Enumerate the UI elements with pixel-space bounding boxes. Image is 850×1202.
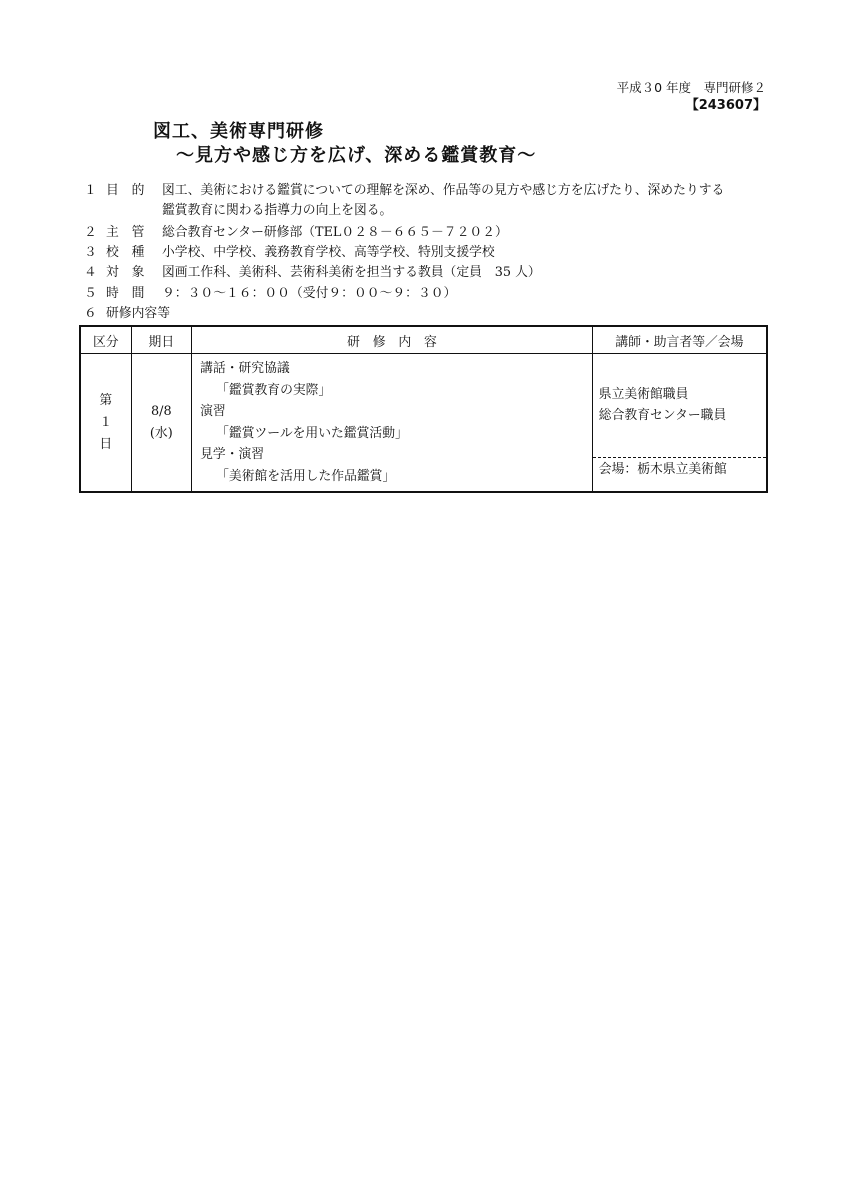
item-target	[84, 263, 541, 283]
session-title: 「鑑賞教育の実際」	[216, 382, 332, 398]
item-text: ９：３０～１６：００（受付９：００～９：３０）	[162, 286, 457, 301]
session-title: 「美術館を活用した作品鑑賞」	[216, 468, 396, 484]
day-char: １	[99, 414, 113, 430]
item-text: 総合教育センター研修部（TEL０２８－６６５－７２０２）	[162, 225, 508, 240]
instructor-name: 総合教育センター職員	[598, 408, 727, 423]
item-text: 図工、美術における鑑賞についての理解を深め、作品等の見方や感じ方を広げたり、深めたりする	[162, 183, 725, 198]
schedule-table	[79, 325, 768, 493]
item-purpose	[84, 181, 724, 201]
item-number: ２	[84, 225, 97, 240]
item-text: 小学校、中学校、義務教育学校、高等学校、特別支援学校	[162, 245, 495, 260]
item-time	[84, 284, 456, 304]
item-number: ５	[84, 286, 97, 301]
item-purpose-continued	[162, 201, 392, 221]
page-title: 図工、美術専門研修	[153, 121, 324, 142]
item-number: ６	[84, 306, 97, 321]
session-title: 「鑑賞ツールを用いた鑑賞活動」	[216, 425, 408, 441]
item-number: ３	[84, 245, 97, 260]
item-text: 図画工作科、美術科、芸術科美術を担当する教員（定員 35 人）	[162, 265, 541, 280]
item-label: 対 象	[106, 265, 145, 280]
item-text: 研修内容等	[106, 306, 170, 321]
item-label: 校 種	[106, 245, 145, 260]
item-number: １	[84, 183, 97, 198]
year-label: 平成３0 年度 専門研修２	[616, 80, 766, 95]
session-type: 講話・研究協議	[200, 361, 290, 376]
item-content-heading	[84, 304, 170, 324]
item-label: 目 的	[106, 183, 145, 198]
course-code: 【243607】	[685, 98, 766, 113]
instructor-cell	[592, 354, 767, 493]
day-char: 第	[99, 392, 113, 408]
column-header-division: 区分	[80, 326, 131, 354]
item-label: 時 間	[106, 286, 145, 301]
item-number: ４	[84, 265, 97, 280]
date-cell	[131, 354, 192, 493]
day-cell	[80, 354, 131, 493]
column-header-content: 研 修 内 容	[192, 326, 593, 354]
item-text: 鑑賞教育に関わる指導力の向上を図る。	[162, 203, 393, 218]
table-row	[80, 354, 767, 493]
session-type: 演習	[200, 404, 226, 419]
item-label: 主 管	[106, 225, 145, 240]
page-subtitle: ～見方や感じ方を広げ、深める鑑賞教育～	[176, 145, 537, 166]
venue-label: 会場：栃木県立美術館	[593, 457, 766, 482]
column-header-date: 期日	[131, 326, 192, 354]
item-organizer	[84, 223, 508, 243]
date-value: 8/8	[151, 403, 172, 419]
session-type: 見学・演習	[200, 447, 265, 462]
day-char: 日	[99, 436, 113, 452]
instructor-name: 県立美術館職員	[598, 387, 689, 402]
content-cell	[192, 354, 593, 493]
weekday-value: (水)	[149, 425, 173, 441]
item-school-type	[84, 243, 495, 263]
column-header-instructor: 講師・助言者等／会場	[592, 326, 767, 354]
table-header-row	[80, 326, 767, 354]
